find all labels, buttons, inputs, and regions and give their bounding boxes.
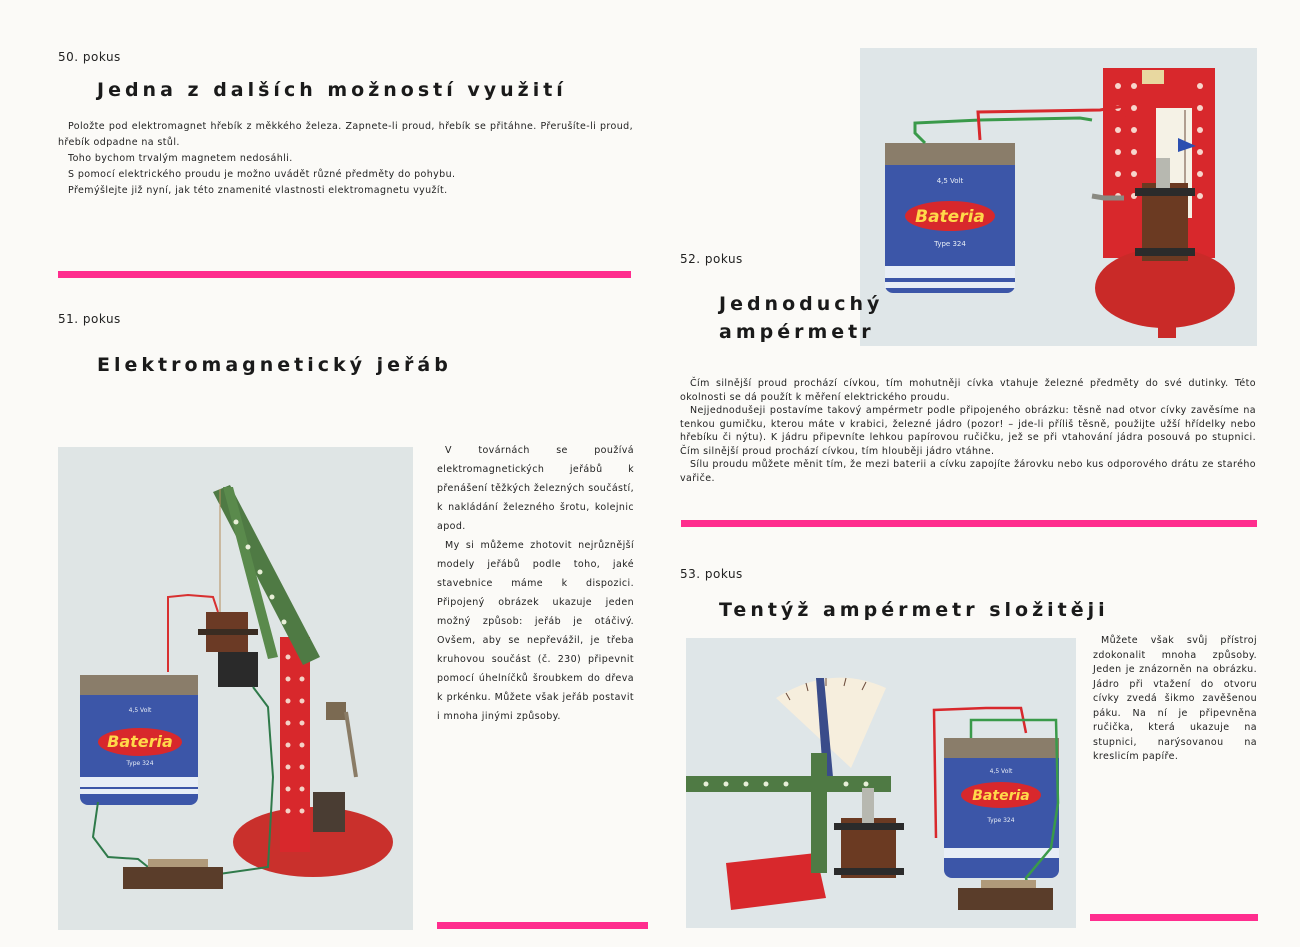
battery-volts-label: 4,5 Volt	[936, 177, 964, 185]
battery-brand-label: Bateria	[972, 788, 1030, 804]
paragraph: Přemýšlejte již nyní, jak této znamenité vlastnosti elektromagnetu využít.	[68, 185, 448, 196]
paragraph: My si můžeme zhotovit nejrůznější modely jeřábů podle toho, jaké stavebnice máme k dispozici. Připojený obrázek ukazuje jeden možný způsob: jeřáb je otáčivý. Ovšem, aby se nepřevážil, je třeba kruhovou součást (č. 230) připevnit pomocí úhelníčků šroubkem do dřeva k prkénku. Můžete však jeřáb postavit i mnoha jinými způsoby.	[437, 540, 634, 722]
paragraph: Nejjednodušeji postavíme takový ampérmetr podle připojeného obrázku: těsně nad otvor cívky zavěsíme na tenkou gumičku, kterou máte v krabici, železné jádro (pozor! – jde-li příliš těsně, použijte užší hřídelky nebo hřebíku či nýtu). K jádru připevníte lehkou papírovou ručičku, jež se při vtahování jádra posouvá po stupnici. Čím silnější proud prochází cívkou, tím hlouběji jádro vtáhne.	[680, 405, 1256, 457]
crane-photo	[58, 447, 413, 930]
battery-type-label: Type 324	[987, 817, 1015, 824]
paragraph: Položte pod elektromagnet hřebík z měkkého železa. Zapnete-li proud, hřebík se přitáhne. Přerušíte-li proud, hřebík odpadne na stůl.	[58, 121, 633, 148]
section-51-text	[437, 441, 634, 726]
section-53-text	[1093, 634, 1257, 765]
paragraph: Můžete však svůj přístroj zdokonalit mnoha způsoby. Jeden je znázorněn na obrázku. Jádro při vtažení do otvoru cívky zvedá šikmo zavěšenou páku. Na ní je připevněna ručička, která ukazuje na stupnici, narýsovanou na kreslicím papíře.	[1093, 635, 1257, 762]
ampermeter-photo	[860, 48, 1257, 346]
battery-type-label: Type 324	[934, 240, 966, 248]
paragraph: Toho bychom trvalým magnetem nedosáhli.	[68, 153, 293, 164]
section-divider	[681, 520, 1257, 527]
section-52-text	[680, 377, 1256, 485]
complex-ampermeter-photo	[686, 638, 1076, 928]
battery-brand-label: Bateria	[915, 207, 985, 227]
section-52-title-line2: ampérmetr	[719, 321, 875, 343]
battery-volts-label: 4,5 Volt	[989, 768, 1013, 775]
section-divider	[437, 922, 648, 929]
battery-type-label: Type 324	[126, 760, 154, 767]
section-50-title: Jedna z dalších možností využití	[97, 79, 567, 101]
section-51-title: Elektromagnetický jeřáb	[97, 354, 452, 376]
section-52-title-line1: Jednoduchý	[719, 293, 884, 315]
section-53-number: 53. pokus	[680, 567, 743, 581]
section-divider	[58, 271, 631, 278]
battery-brand-label: Bateria	[107, 732, 173, 751]
section-52-number: 52. pokus	[680, 252, 743, 266]
paragraph: V továrnách se používá elektromagnetických jeřábů k přenášení těžkých železných součástí, k nakládání železného šrotu, kolejnic apod.	[437, 445, 634, 532]
section-50-number: 50. pokus	[58, 50, 121, 64]
paragraph: Čím silnější proud prochází cívkou, tím mohutněji cívka vtahuje železné předměty do své dutinky. Této okolnosti se dá použít k měření elektrického proudu.	[680, 378, 1256, 403]
section-divider	[1090, 914, 1258, 921]
battery-volts-label: 4,5 Volt	[128, 707, 152, 714]
section-50-text	[58, 119, 633, 199]
section-51-number: 51. pokus	[58, 312, 121, 326]
paragraph: Sílu proudu můžete měnit tím, že mezi baterii a cívku zapojíte žárovku nebo kus odporového drátu ze starého vařiče.	[680, 459, 1256, 484]
section-53-title: Tentýž ampérmetr složitěji	[719, 599, 1109, 621]
paragraph: S pomocí elektrického proudu je možno uvádět různé předměty do pohybu.	[68, 169, 456, 180]
